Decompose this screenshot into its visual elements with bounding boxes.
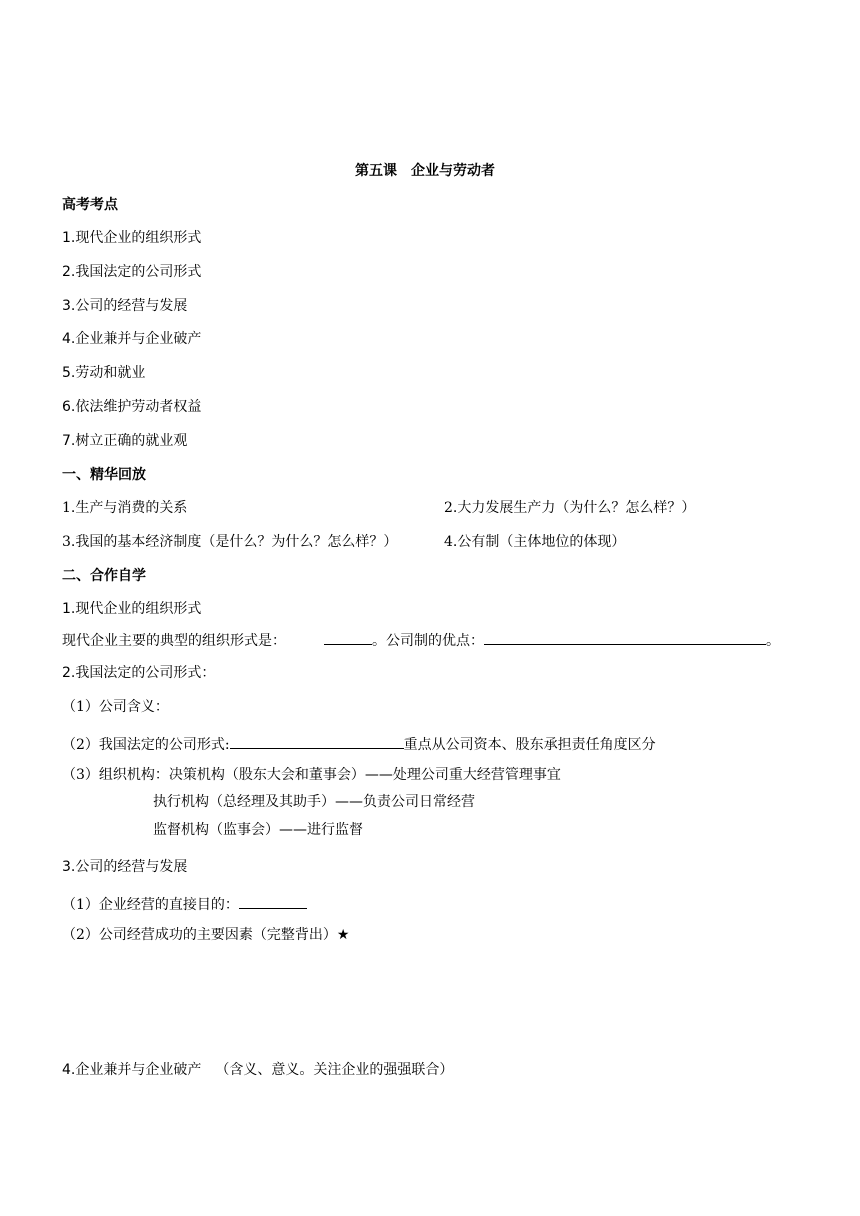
- review-item: 3.我国的基本经济制度（是什么？为什么？怎么样？）: [62, 534, 398, 550]
- company-meaning: （1）公司含义：: [62, 699, 169, 715]
- section-2-title: 2.我国法定的公司形式：: [62, 665, 216, 681]
- business-purpose: （1）企业经营的直接目的：: [62, 894, 307, 912]
- org-structure-supervision: 监督机构（监事会）——进行监督: [153, 822, 363, 838]
- exam-point-item: 4.企业兼并与企业破产: [62, 331, 202, 347]
- fill-in-blank: [484, 630, 766, 645]
- review-item: 1.生产与消费的关系: [62, 500, 188, 516]
- exam-points-heading: 高考考点: [62, 197, 118, 213]
- exam-point-item: 6.依法维护劳动者权益: [62, 399, 202, 415]
- exam-point-item: 3.公司的经营与发展: [62, 298, 188, 314]
- study-heading: 二、合作自学: [62, 568, 146, 584]
- exam-point-item: 5.劳动和就业: [62, 365, 146, 381]
- success-factors: （2）公司经营成功的主要因素（完整背出）★: [62, 927, 350, 943]
- company-forms: （2）我国法定的公司形式: 重点从公司资本、股东承担责任角度区分: [62, 734, 656, 752]
- review-heading: 一、精华回放: [62, 467, 146, 483]
- fill-in-blank: [239, 894, 307, 909]
- exam-point-item: 1.现代企业的组织形式: [62, 230, 202, 246]
- org-structure-decision: （3）组织机构：决策机构（股东大会和董事会）——处理公司重大经营管理事宜: [62, 767, 561, 783]
- org-structure-executive: 执行机构（总经理及其助手）——负责公司日常经营: [153, 794, 475, 810]
- page-title: 第五课 企业与劳动者: [355, 163, 495, 179]
- exam-point-item: 7.树立正确的就业观: [62, 433, 188, 449]
- section-3-title: 3.公司的经营与发展: [62, 859, 188, 875]
- fill-in-blank: [230, 734, 404, 749]
- fill-in-blank: [324, 630, 372, 645]
- exam-point-item: 2.我国法定的公司形式: [62, 264, 202, 280]
- review-item: 2.大力发展生产力（为什么？怎么样？）: [444, 500, 696, 516]
- section-1-title: 1.现代企业的组织形式: [62, 601, 202, 617]
- review-item: 4.公有制（主体地位的体现）: [444, 534, 626, 550]
- section-1-line: 现代企业主要的典型的组织形式是： 。公司制的优点： 。: [62, 630, 780, 648]
- star-icon: ★: [336, 927, 350, 943]
- section-4-title: 4.企业兼并与企业破产 （含义、意义。关注企业的强强联合）: [62, 1062, 454, 1078]
